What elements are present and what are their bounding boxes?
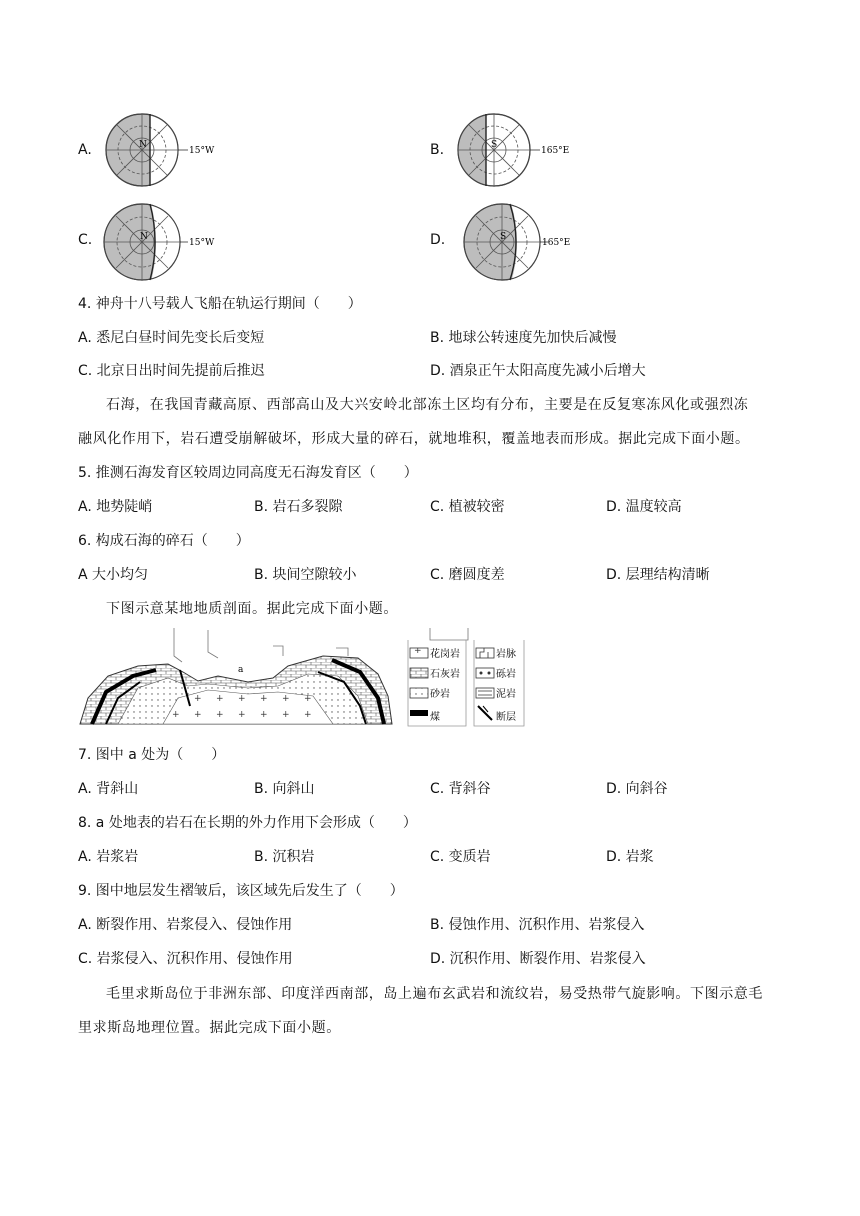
q4-option-d: D. 酒泉正午太阳高度先减小后增大 bbox=[430, 363, 646, 379]
option-b-label: B. bbox=[430, 142, 445, 158]
pole-label: S bbox=[500, 232, 507, 242]
option-b-diagram bbox=[452, 110, 582, 190]
q5-stem: 5. 推测石海发育区较周边同高度无石海发育区（ ） bbox=[78, 465, 418, 481]
q9-stem: 9. 图中地层发生褶皱后，该区域先后发生了（ ） bbox=[78, 883, 404, 899]
q6-option-b: B. 块间空隙较小 bbox=[254, 567, 357, 583]
legend-limestone: 石灰岩 bbox=[430, 669, 460, 680]
passage-3-line-2: 里求斯岛地理位置。据此完成下面小题。 bbox=[78, 1020, 341, 1036]
q7-option-b: B. 向斜山 bbox=[254, 781, 315, 797]
legend-sandstone: 砂岩 bbox=[430, 689, 450, 700]
legend-dike: 岩脉 bbox=[496, 649, 516, 660]
legend-mudstone: 泥岩 bbox=[496, 689, 516, 700]
q7-option-c: C. 背斜谷 bbox=[430, 781, 491, 797]
q6-stem: 6. 构成石海的碎石（ ） bbox=[78, 533, 250, 549]
meridian-label: 165°E bbox=[541, 146, 570, 156]
q6-option-d: D. 层理结构清晰 bbox=[606, 567, 710, 583]
pole-label: N bbox=[140, 232, 148, 242]
meridian-label: 165°E bbox=[542, 238, 571, 248]
q9-option-a: A. 断裂作用、岩浆侵入、侵蚀作用 bbox=[78, 917, 293, 933]
q4-option-c: C. 北京日出时间先提前后推迟 bbox=[78, 363, 265, 379]
option-d-label: D. bbox=[430, 232, 446, 248]
pole-label: N bbox=[139, 140, 147, 150]
option-c-diagram bbox=[100, 200, 230, 286]
q8-option-c: C. 变质岩 bbox=[430, 849, 491, 865]
q8-option-d: D. 岩浆 bbox=[606, 849, 654, 865]
q9-option-d: D. 沉积作用、断裂作用、岩浆侵入 bbox=[430, 951, 646, 967]
legend-fault: 断层 bbox=[496, 712, 516, 723]
meridian-label: 15°W bbox=[189, 238, 215, 248]
passage-2-line-1: 下图示意某地地质剖面。据此完成下面小题。 bbox=[106, 601, 398, 617]
q9-option-c: C. 岩浆侵入、沉积作用、侵蚀作用 bbox=[78, 951, 293, 967]
meridian-label: 15°W bbox=[189, 146, 215, 156]
q4-option-b: B. 地球公转速度先加快后减慢 bbox=[430, 330, 617, 346]
point-a-label: a bbox=[238, 665, 244, 675]
q7-option-d: D. 向斜谷 bbox=[606, 781, 668, 797]
q7-option-a: A. 背斜山 bbox=[78, 781, 139, 797]
q8-option-a: A. 岩浆岩 bbox=[78, 849, 139, 865]
q4-option-a: A. 悉尼白昼时间先变长后变短 bbox=[78, 330, 265, 346]
option-a-label: A. bbox=[78, 142, 92, 158]
legend-conglomerate: 砾岩 bbox=[496, 669, 516, 680]
q5-option-a: A. 地势陡峭 bbox=[78, 499, 153, 515]
q6-option-a: A 大小均匀 bbox=[78, 567, 149, 583]
legend-coal: 煤 bbox=[430, 712, 440, 723]
q5-option-b: B. 岩石多裂隙 bbox=[254, 499, 343, 515]
geology-cross-section bbox=[78, 626, 528, 730]
passage-1-line-1: 石海，在我国青藏高原、西部高山及大兴安岭北部冻土区均有分布，主要是在反复寒冻风化或强烈冻 bbox=[106, 397, 749, 413]
q7-stem: 7. 图中 a 处为（ ） bbox=[78, 747, 226, 763]
q8-stem: 8. a 处地表的岩石在长期的外力作用下会形成（ ） bbox=[78, 815, 417, 831]
passage-1-line-2: 融风化作用下，岩石遭受崩解破坏，形成大量的碎石，就地堆积，覆盖地表而形成。据此完成下面小题。 bbox=[78, 431, 750, 447]
q9-option-b: B. 侵蚀作用、沉积作用、岩浆侵入 bbox=[430, 917, 645, 933]
passage-3-line-1: 毛里求斯岛位于非洲东部、印度洋西南部，岛上遍布玄武岩和流纹岩，易受热带气旋影响。下图示意毛 bbox=[106, 986, 763, 1002]
q6-option-c: C. 磨圆度差 bbox=[430, 567, 505, 583]
option-a-diagram bbox=[100, 110, 230, 190]
q4-stem: 4. 神舟十八号载人飞船在轨运行期间（ ） bbox=[78, 296, 362, 312]
option-d-diagram bbox=[460, 200, 590, 286]
q5-option-d: D. 温度较高 bbox=[606, 499, 682, 515]
option-c-label: C. bbox=[78, 232, 93, 248]
pole-label: S bbox=[491, 140, 498, 150]
legend-granite: 花岗岩 bbox=[430, 649, 460, 660]
q5-option-c: C. 植被较密 bbox=[430, 499, 505, 515]
q8-option-b: B. 沉积岩 bbox=[254, 849, 315, 865]
